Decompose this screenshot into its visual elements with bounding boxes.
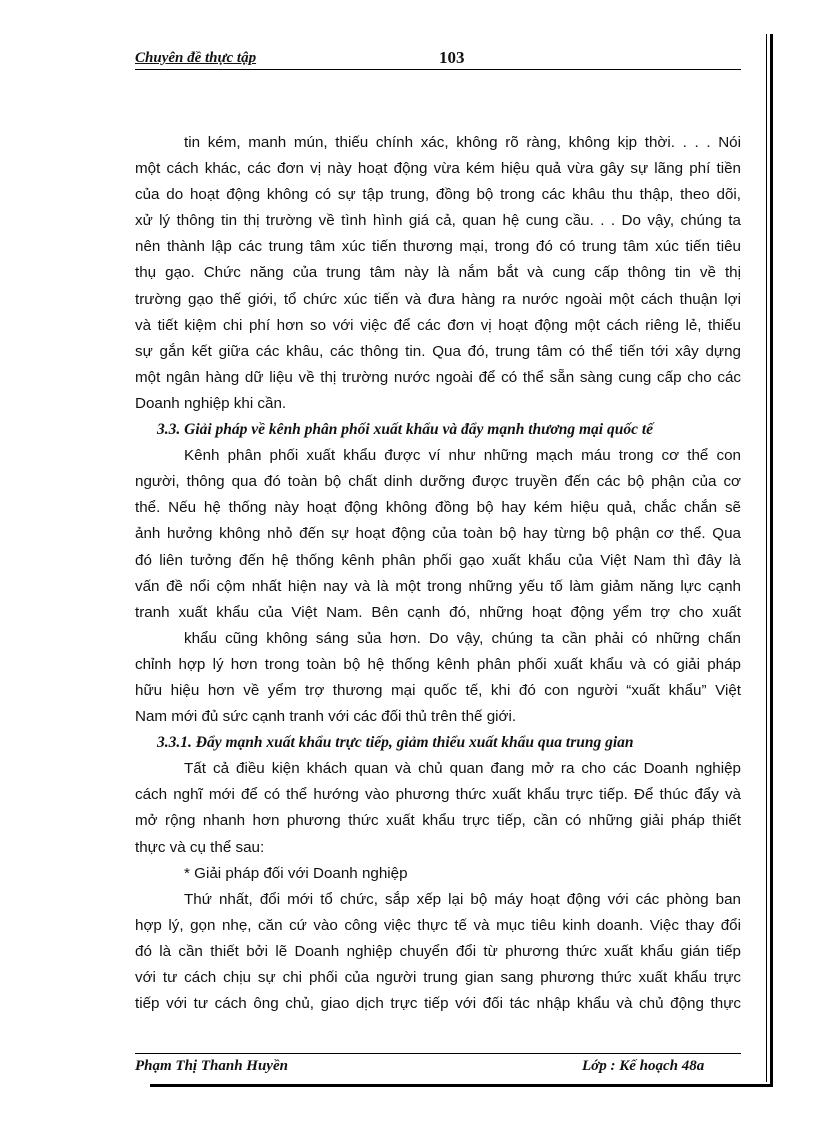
text-line: thực và cụ thể sau:	[135, 838, 265, 856]
page-header	[135, 46, 741, 70]
text-line: Thứ nhất, đổi mới tổ chức, sắp xếp lại bộ máy hoạt động với các phòng ban	[184, 890, 741, 908]
text-line: thụ gạo. Chức năng của trung tâm này là nắm bắt và cung cấp thông tin về thị	[135, 264, 741, 282]
page-border-right	[770, 34, 773, 1086]
document-body	[135, 130, 741, 1017]
footer-author: Phạm Thị Thanh Huyền	[135, 1058, 288, 1074]
text-line: xử lý thông tin thị trường về tình hình giá cả, quan hệ cung cầu. . . Do vậy, chúng ta	[135, 212, 741, 230]
text-line: Kênh phân phối xuất khẩu được ví như những mạch máu trong cơ thể con	[184, 447, 741, 465]
text-line: một ngân hàng dữ liệu về thị trường nước ngoài để có thể sẵn sàng cung cấp cho các	[135, 368, 741, 386]
text-line: vấn đề nổi cộm nhất hiện nay và là một trong những yếu tố làm giảm năng lực cạnh	[135, 577, 741, 595]
footer-rule	[135, 1053, 741, 1054]
section-heading: 3.3. Giải pháp về kênh phân phối xuất khẩu và đẩy mạnh thương mại quốc tế	[157, 421, 654, 439]
text-line: sự gắn kết giữa các khâu, các thông tin. Qua đó, trung tâm có thể tiến tới xây dựng	[135, 342, 741, 360]
text-line: thể. Nếu hệ thống này hoạt động không đồng bộ hay kém hiệu quả, chắc chắn sẽ	[135, 499, 741, 517]
text-line: với tư cách chịu sự chi phối của người trung gian sang phương thức xuất khẩu trực	[135, 969, 741, 986]
text-line: * Giải pháp đối với Doanh nghiệp	[184, 864, 408, 882]
page-border-right-inner	[766, 34, 767, 1082]
text-line: tranh xuất khẩu của Việt Nam. Bên cạnh đó, những hoạt động yểm trợ cho xuất	[135, 603, 741, 621]
text-line: chỉnh hợp lý hơn trong toàn bộ hệ thống kênh phân phối xuất khẩu và có giải pháp	[135, 655, 741, 673]
text-line: Doanh nghiệp khi cần.	[135, 394, 287, 412]
text-line: đó liên tưởng đến hệ thống kênh phân phối gạo xuất khẩu của Việt Nam thì đây là	[135, 551, 741, 569]
text-line: Tất cả điều kiện khách quan và chủ quan đang mở ra cho các Doanh nghiệp	[184, 760, 741, 778]
text-line: nên thành lập các trung tâm xúc tiến thương mại, trong đó có trung tâm xúc tiến tiêu	[135, 238, 741, 256]
text-line: hữu hiệu hơn về yểm trợ thương mại quốc tế, khi đó con người “xuất khẩu” Việt	[135, 681, 741, 699]
text-line: cách nghĩ mới để có thể hướng vào phương thức xuất khẩu trực tiếp. Để thúc đẩy và	[135, 786, 741, 804]
text-line: đó là cần thiết bởi lẽ Doanh nghiệp chuyển đổi từ phương thức xuất khẩu gián tiếp	[135, 942, 741, 960]
page-border-bottom	[150, 1084, 773, 1087]
text-line: hợp lý, gọn nhẹ, căn cứ vào công việc thực tế và mục tiêu kinh doanh. Việc thay đổi	[135, 916, 741, 934]
footer-class: Lớp : Kế hoạch 48a	[582, 1058, 705, 1074]
page-number: 103	[439, 48, 465, 67]
text-line: và tiết kiệm chi phí hơn so với việc để các đơn vị hoạt động một cách riêng lẻ, thiếu	[135, 316, 741, 334]
text-line: Nam mới đủ sức cạnh tranh với các đối thủ trên thế giới.	[135, 708, 517, 726]
text-line: trường gạo thế giới, tổ chức xúc tiến và đưa hàng ra nước ngoài một cách thuận lợi	[135, 290, 741, 308]
section-heading: 3.3.1. Đẩy mạnh xuất khẩu trực tiếp, giảm thiểu xuất khẩu qua trung gian	[157, 734, 634, 752]
text-line: tin kém, manh mún, thiếu chính xác, không rõ ràng, không kịp thời. . . . Nói	[184, 134, 741, 151]
header-title: Chuyên đề thực tập	[135, 50, 257, 66]
text-line: tiếp với tư cách ông chủ, giao dịch trực tiếp với đối tác nhập khẩu và chủ động thực	[135, 995, 741, 1013]
text-line: khẩu cũng không sáng sủa hơn. Do vậy, chúng ta cần phải có những chấn	[184, 629, 741, 647]
text-line: mở rộng nhanh hơn phương thức xuất khẩu trực tiếp, cần có những giải pháp thiết	[135, 812, 741, 830]
text-line: của do hoạt động không có sự tập trung, đồng bộ trong các khâu thu thập, theo dõi,	[135, 186, 741, 204]
text-line: người, thông qua đó toàn bộ chất dinh dưỡng được truyền đến các bộ phận của cơ	[135, 473, 741, 491]
page-footer	[135, 1056, 741, 1080]
text-line: một cách khác, các đơn vị này hoạt động vừa kém hiệu quả vừa gây sự lãng phí tiền	[135, 160, 741, 178]
header-rule	[135, 69, 741, 70]
text-line: ảnh hưởng không nhỏ đến sự hoạt động của toàn bộ hay từng bộ phận cơ thể. Qua	[135, 525, 741, 543]
